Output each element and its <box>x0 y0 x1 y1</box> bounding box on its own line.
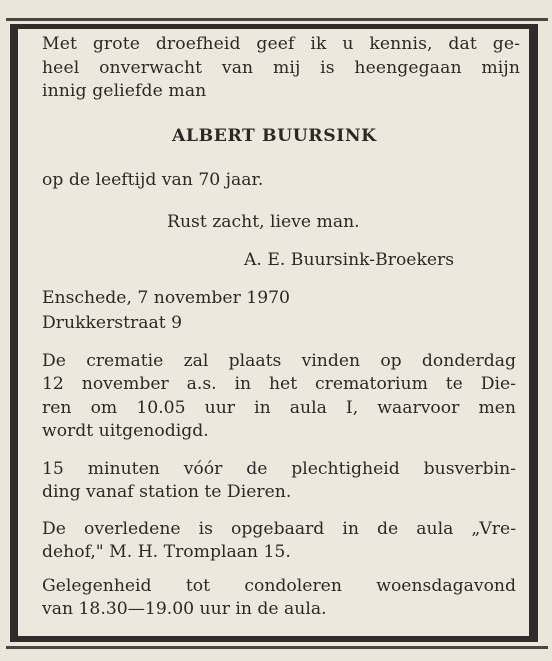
cremation-line-3: ren om 10.05 uur in aula I, waarvoor men <box>42 397 516 418</box>
deceased-name: ALBERT BUURSINK <box>172 126 377 146</box>
intro-line-1: Met grote droefheid geef ik u kennis, dat ge- <box>42 34 520 54</box>
cremation-line-1: De crematie zal plaats vinden op donderdag <box>42 351 516 371</box>
laid-out-line-2: dehof," M. H. Tromplaan 15. <box>42 542 291 563</box>
place-date: Enschede, 7 november 1970 <box>42 288 290 308</box>
cremation-paragraph <box>42 350 516 444</box>
age-line: op de leeftijd van 70 jaar. <box>42 170 264 190</box>
intro-line-2: heel onverwacht van mij is heengegaan mijn <box>42 57 520 78</box>
cremation-line-2: 12 november a.s. in het crematorium te Die- <box>42 374 516 395</box>
bus-line-1: 15 minuten vóór de plechtigheid busverbin- <box>42 459 516 479</box>
condolence-line-2: van 18.30—19.00 uur in de aula. <box>42 599 327 620</box>
cremation-line-4: wordt uitgenodigd. <box>42 421 209 442</box>
intro-line-3: innig geliefde man <box>42 81 207 101</box>
top-rule <box>6 18 548 21</box>
intro-paragraph <box>42 33 520 104</box>
condolence-line-1: Gelegenheid tot condoleren woensdagavond <box>42 576 516 596</box>
bottom-rule <box>6 646 548 649</box>
signer-name: A. E. Buursink-Broekers <box>244 250 455 270</box>
laid-out-line-1: De overledene is opgebaard in de aula „Vre- <box>42 519 516 539</box>
street-address: Drukkerstraat 9 <box>42 313 183 333</box>
farewell-line: Rust zacht, lieve man. <box>167 212 360 232</box>
condolence-paragraph <box>42 575 516 622</box>
bus-line-2: ding vanaf station te Dieren. <box>42 482 292 503</box>
laid-out-paragraph <box>42 518 516 565</box>
bus-paragraph <box>42 458 516 505</box>
